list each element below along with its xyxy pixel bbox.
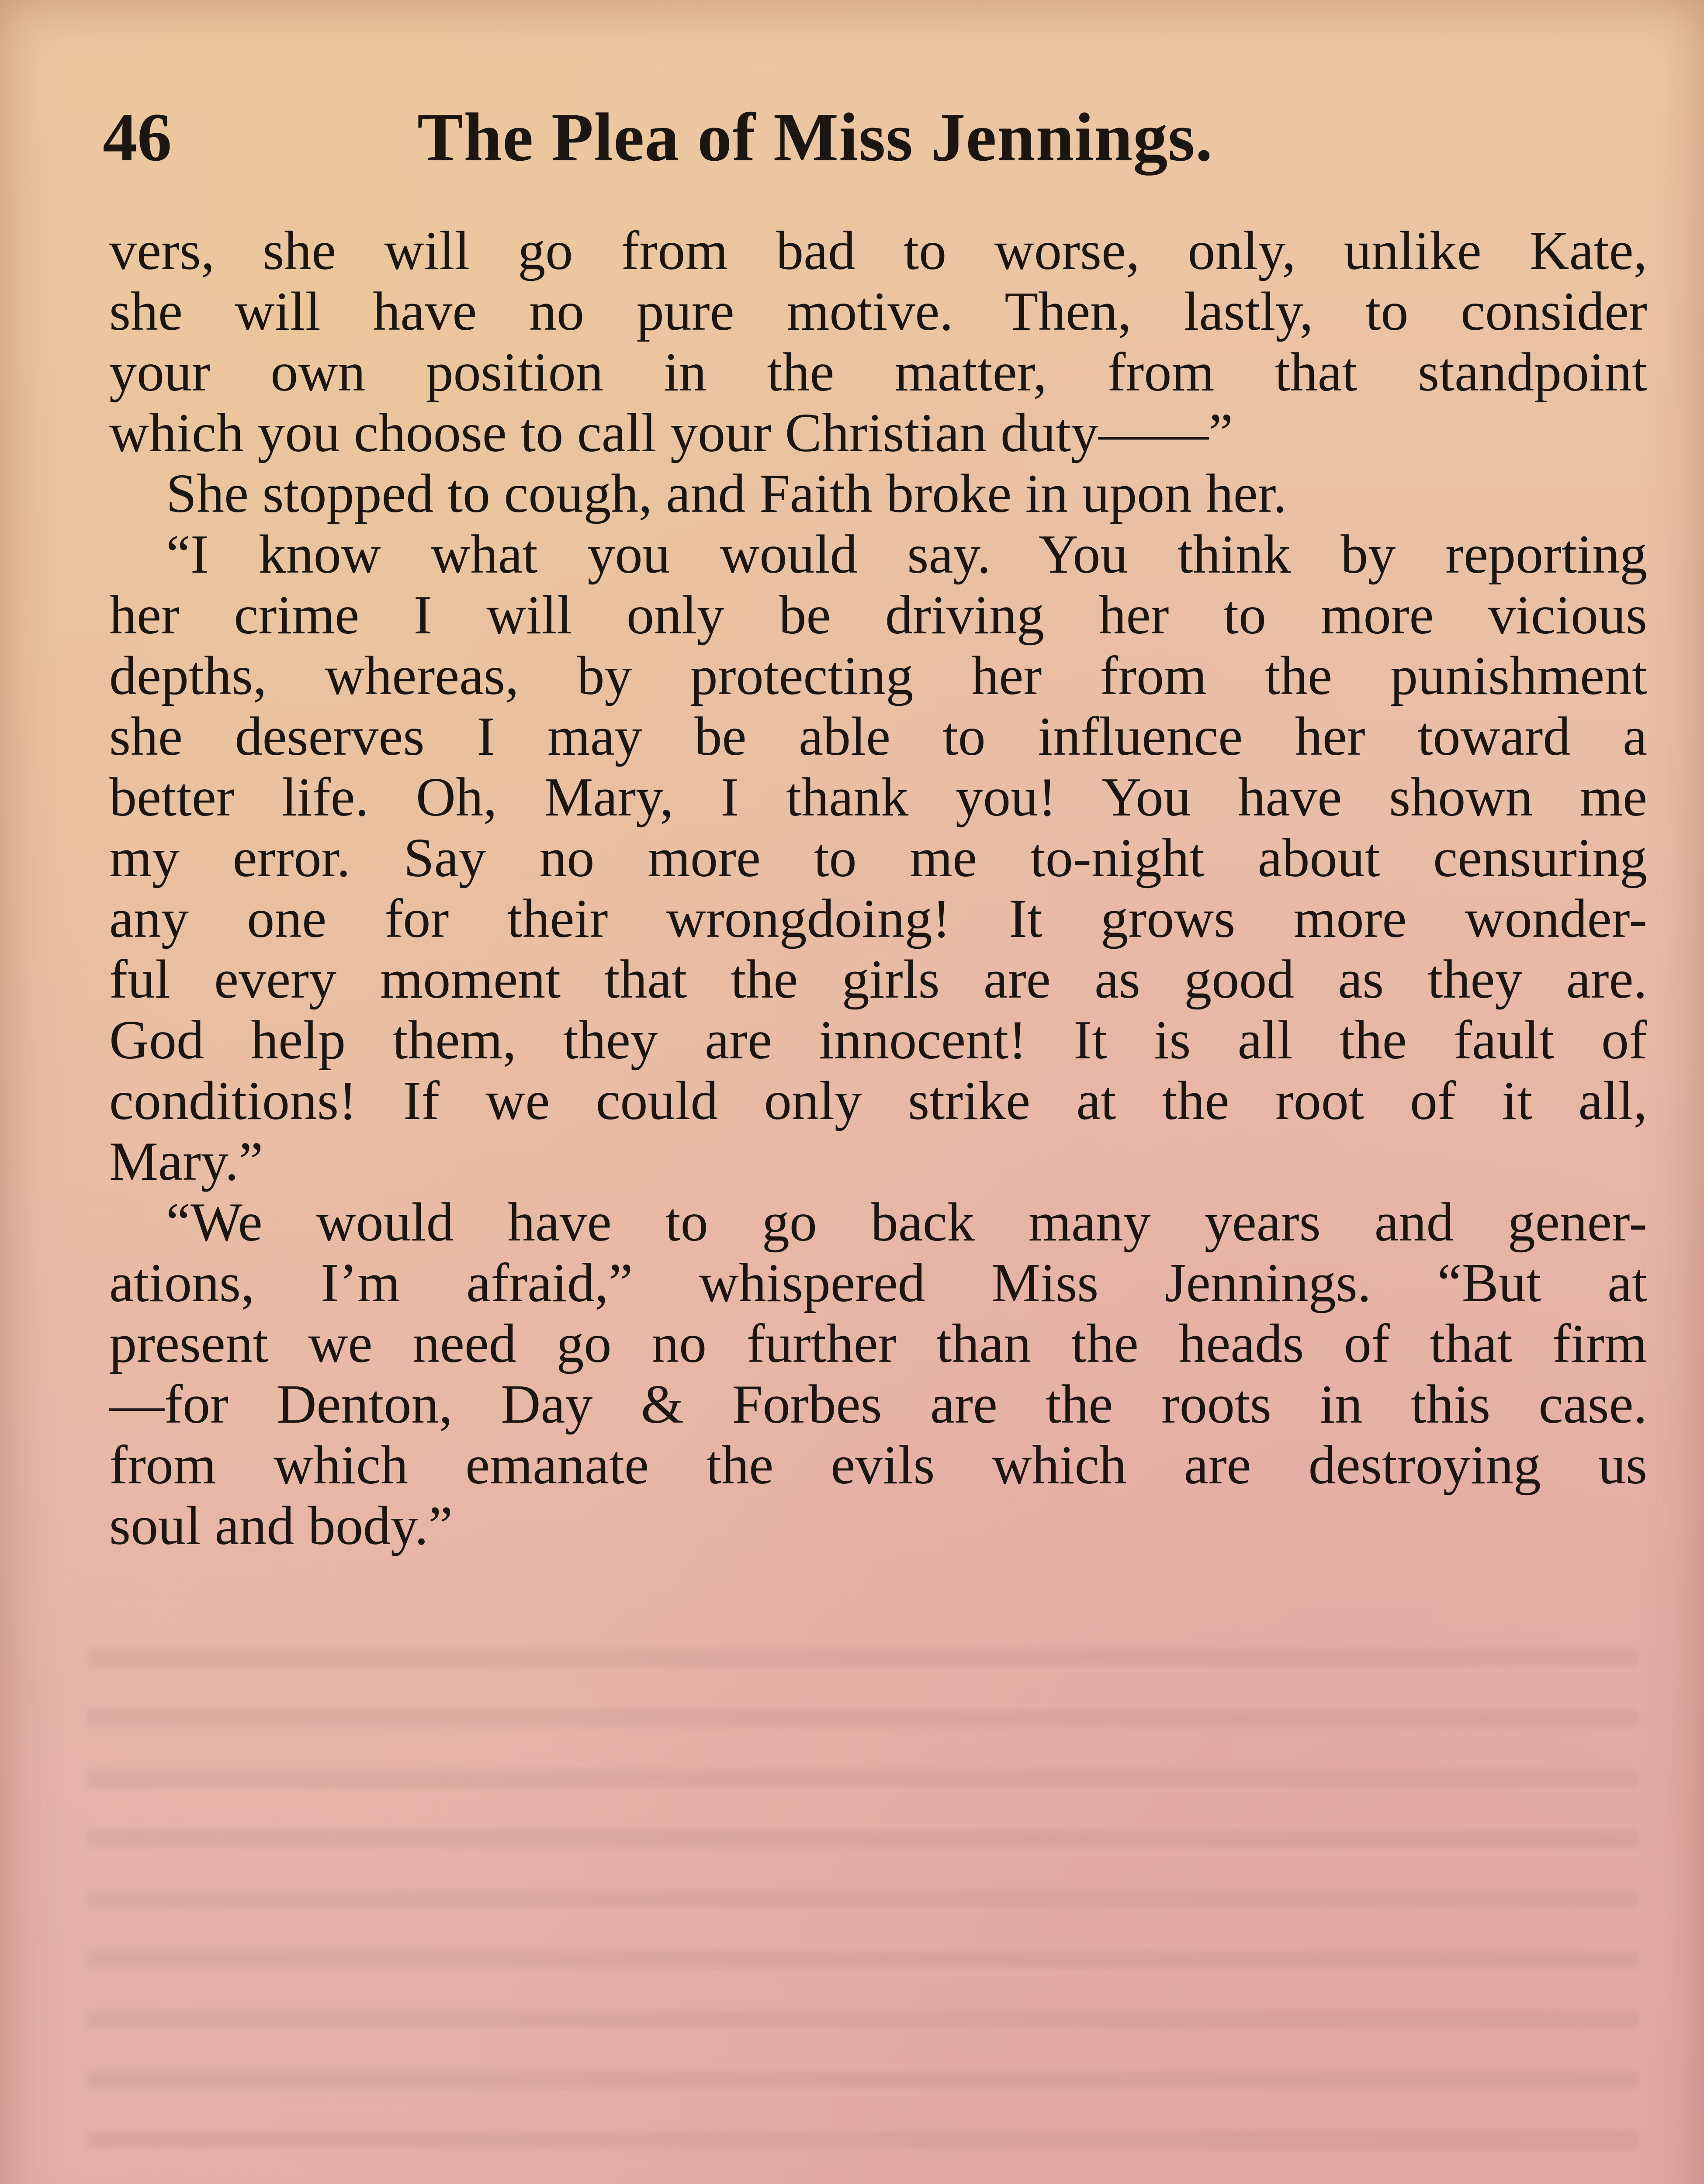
text-line: better life. Oh, Mary, I thank you! You have shown me [109, 767, 1647, 828]
running-title: The Plea of Miss Jennings. [417, 99, 1213, 176]
text-line: “I know what you would say. You think by reporting [166, 524, 1647, 585]
text-line: ful every moment that the girls are as good as they are. [109, 949, 1647, 1010]
paragraph-4 [109, 1192, 1647, 1556]
page-number: 46 [103, 99, 172, 176]
text-line: which you choose to call your Christian duty——” [109, 403, 1233, 463]
paragraph-3 [109, 524, 1647, 1192]
text-line: God help them, they are innocent! It is all the fault of [109, 1010, 1647, 1071]
text-line: her crime I will only be driving her to more vicious [109, 585, 1647, 646]
text-line: “We would have to go back many years and gener- [166, 1192, 1647, 1253]
text-line: Mary.” [109, 1131, 263, 1192]
page-header [103, 94, 1654, 181]
text-line: ations, I’m afraid,” whispered Miss Jennings. “But at [109, 1253, 1647, 1313]
body-text [109, 221, 1647, 1556]
text-line: present we need go no further than the heads of that firm [109, 1313, 1647, 1374]
text-line: —for Denton, Day & Forbes are the roots in this case. [109, 1374, 1647, 1435]
text-line: soul and body.” [109, 1496, 453, 1556]
text-line: she deserves I may be able to influence her toward a [109, 706, 1647, 767]
paragraph-1 [109, 221, 1647, 463]
bleed-through-texture [87, 1616, 1638, 2184]
text-line: your own position in the matter, from that standpoint [109, 342, 1647, 403]
text-line: conditions! If we could only strike at the root of it all, [109, 1071, 1647, 1131]
text-line: from which emanate the evils which are destroying us [109, 1435, 1647, 1496]
paragraph-2 [109, 463, 1647, 524]
text-line: vers, she will go from bad to worse, only, unlike Kate, [109, 221, 1647, 281]
text-line: depths, whereas, by protecting her from the punishment [109, 646, 1647, 706]
text-line: She stopped to cough, and Faith broke in upon her. [166, 463, 1287, 524]
text-line: my error. Say no more to me to-night about censuring [109, 828, 1647, 888]
text-line: any one for their wrongdoing! It grows more wonder- [109, 888, 1647, 949]
text-line: she will have no pure motive. Then, lastly, to consider [109, 281, 1647, 342]
